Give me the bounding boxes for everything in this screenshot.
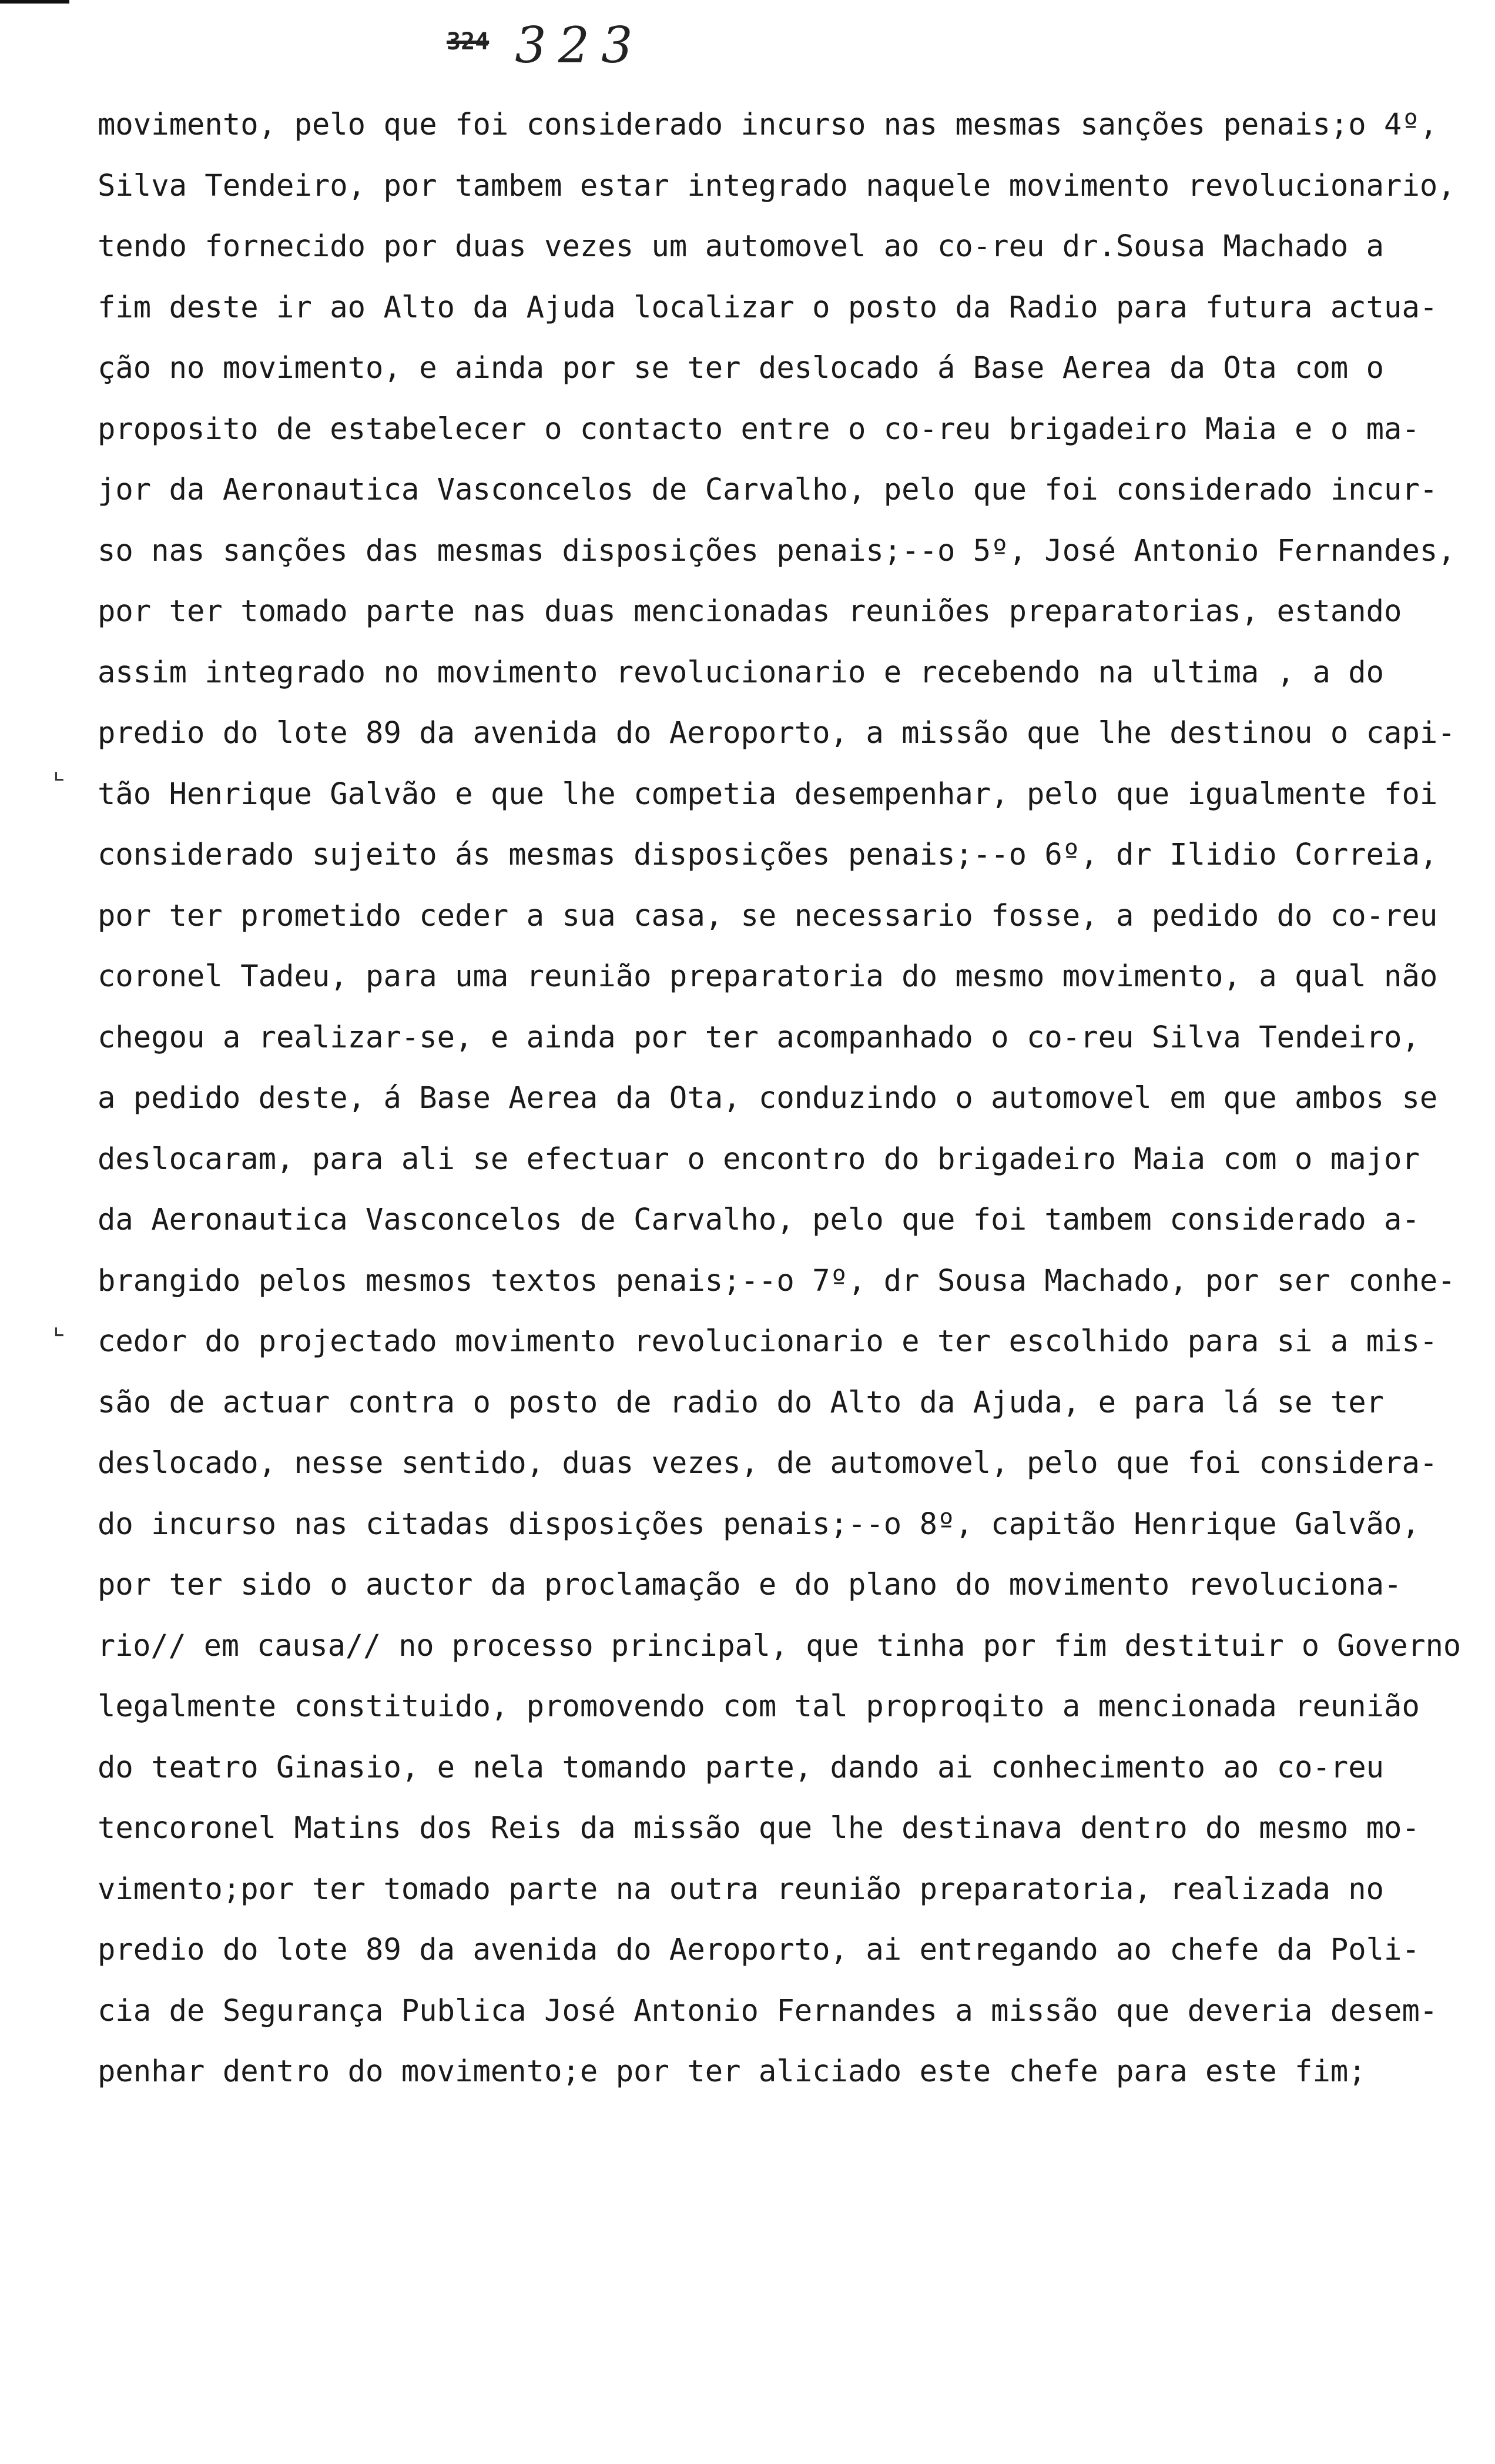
- text-line: penhar dentro do movimento;e por ter aliciado este chefe para este fim;: [98, 2054, 1366, 2088]
- text-line: chegou a realizar-se, e ainda por ter acompanhado o co-reu Silva Tendeiro,: [98, 1019, 1420, 1054]
- text-line: do teatro Ginasio, e nela tomando parte, dando ai conhecimento ao co-reu: [98, 1749, 1385, 1785]
- text-line: tendo fornecido por duas vezes um automovel ao co-reu dr.Sousa Machado a: [98, 229, 1385, 263]
- new-page-number: 323: [515, 16, 645, 74]
- text-line: so nas sanções das mesmas disposições penais;--o 5º, José Antonio Fernandes,: [98, 533, 1456, 568]
- text-line: considerado sujeito ás mesmas disposições penais;--o 6º, dr Ilidio Correia,: [98, 837, 1438, 872]
- text-line: tão Henrique Galvão e que lhe competia desempenhar, pelo que igualmente foi: [98, 776, 1438, 811]
- margin-tick-mark: ⌞: [53, 755, 65, 785]
- text-line: predio do lote 89 da avenida do Aeroporto, ai entregando ao chefe da Poli-: [98, 1932, 1420, 1967]
- text-line: deslocado, nesse sentido, duas vezes, de automovel, pelo que foi considera-: [98, 1445, 1438, 1480]
- text-line: legalmente constituido, promovendo com tal proproqito a mencionada reunião: [98, 1689, 1420, 1723]
- text-line: por ter prometido ceder a sua casa, se necessario fosse, a pedido do co-reu: [98, 898, 1438, 933]
- top-rule: [0, 0, 69, 4]
- text-line: rio// em causa// no processo principal, que tinha por fim destituir o Governo: [98, 1628, 1462, 1663]
- text-line: movimento, pelo que foi considerado incurso nas mesmas sanções penais;o 4º,: [98, 107, 1438, 142]
- text-line: predio do lote 89 da avenida do Aeroporto, a missão que lhe destinou o capi-: [98, 715, 1456, 750]
- text-line: por ter sido o auctor da proclamação e do plano do movimento revoluciona-: [98, 1567, 1402, 1602]
- text-line: Silva Tendeiro, por tambem estar integrado naquele movimento revolucionario,: [98, 168, 1456, 203]
- text-line: a pedido deste, á Base Aerea da Ota, conduzindo o automovel em que ambos se: [98, 1080, 1438, 1115]
- text-line: cia de Segurança Publica José Antonio Fernandes a missão que deveria desem-: [98, 1993, 1438, 2028]
- text-line: do incurso nas citadas disposições penais;--o 8º, capitão Henrique Galvão,: [98, 1506, 1420, 1541]
- text-line: são de actuar contra o posto de radio do Alto da Ajuda, e para lá se ter: [98, 1384, 1385, 1420]
- text-line: assim integrado no movimento revolucionario e recebendo na ultima , a do: [98, 654, 1385, 689]
- text-line: coronel Tadeu, para uma reunião preparatoria do mesmo movimento, a qual não: [98, 959, 1438, 993]
- margin-tick-mark: ⌞: [53, 1311, 65, 1341]
- page-number: [447, 13, 645, 78]
- text-line: proposito de estabelecer o contacto entre o co-reu brigadeiro Maia e o ma-: [98, 411, 1420, 446]
- text-line: jor da Aeronautica Vasconcelos de Carvalho, pelo que foi considerado incur-: [98, 472, 1438, 507]
- text-line: fim deste ir ao Alto da Ajuda localizar o posto da Radio para futura actua-: [98, 289, 1438, 324]
- text-line: tencoronel Matins dos Reis da missão que lhe destinava dentro do mesmo mo-: [98, 1810, 1420, 1845]
- text-line: deslocaram, para ali se efectuar o encontro do brigadeiro Maia com o major: [98, 1141, 1420, 1176]
- old-page-number: 324: [447, 28, 490, 55]
- text-line: vimento;por ter tomado parte na outra reunião preparatoria, realizada no: [98, 1871, 1385, 1906]
- text-line: por ter tomado parte nas duas mencionadas reuniões preparatorias, estando: [98, 594, 1402, 628]
- text-line: ção no movimento, e ainda por se ter deslocado á Base Aerea da Ota com o: [98, 350, 1385, 385]
- text-line: brangido pelos mesmos textos penais;--o 7º, dr Sousa Machado, por ser conhe-: [98, 1263, 1456, 1298]
- text-line: da Aeronautica Vasconcelos de Carvalho, pelo que foi tambem considerado a-: [98, 1202, 1420, 1237]
- document-body: [98, 94, 1461, 2102]
- text-line: cedor do projectado movimento revolucionario e ter escolhido para si a mis-: [98, 1324, 1438, 1358]
